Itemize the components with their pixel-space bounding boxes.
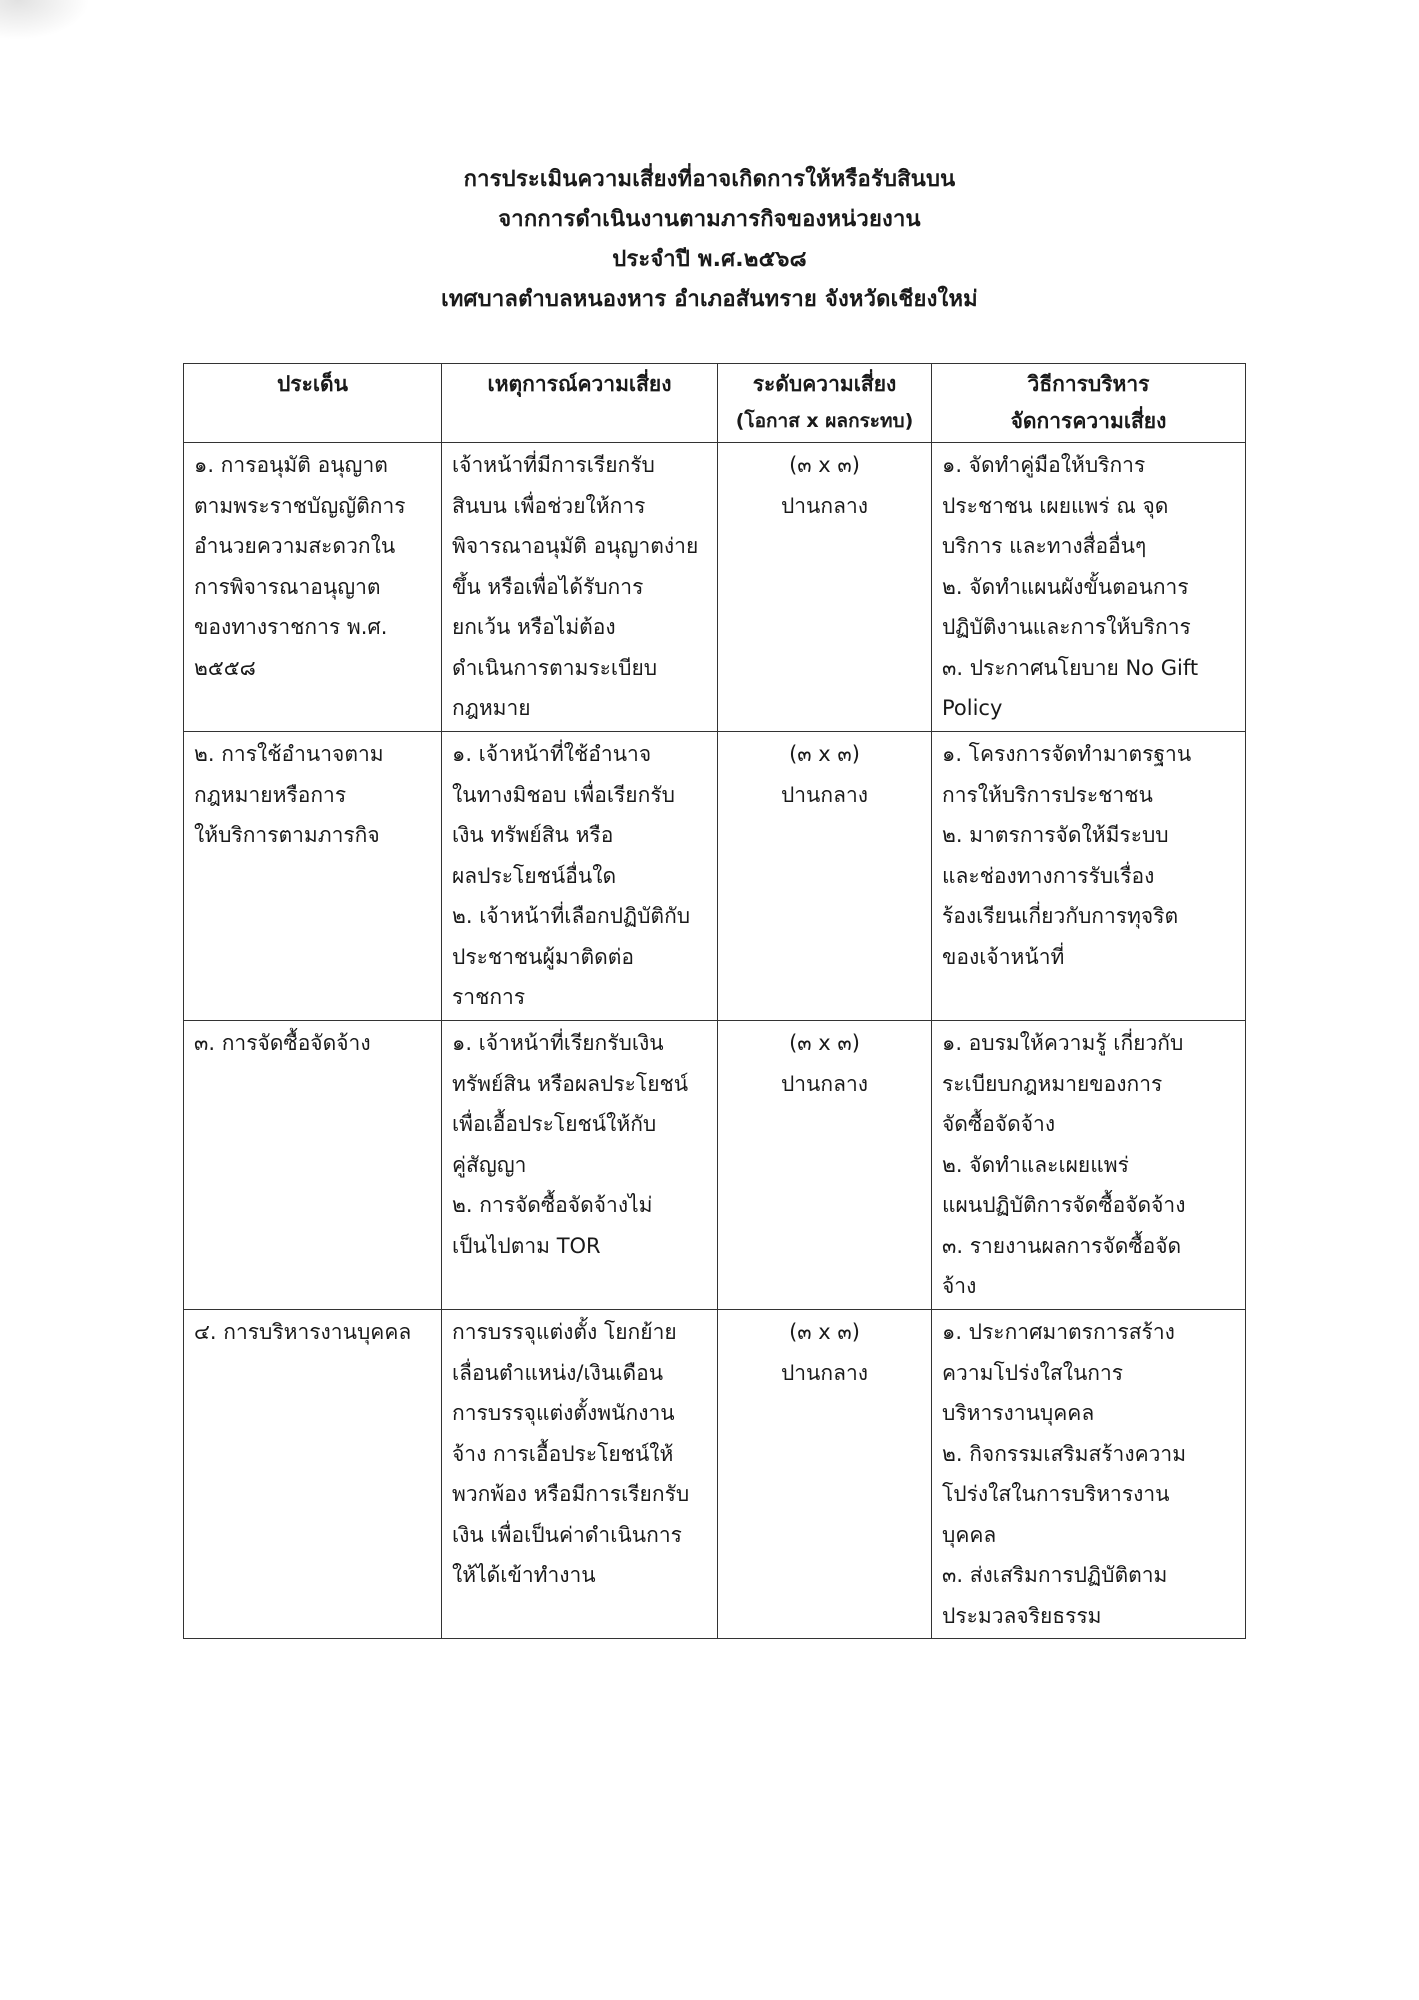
management-cell-line: การให้บริการประชาชน (942, 782, 1153, 807)
management-cell-line: ๓. ส่งเสริมการปฏิบัติตาม (942, 1563, 1168, 1587)
management-cell-line: จัดซื้อจัดจ้าง (942, 1112, 1056, 1136)
risk-event-cell-line: ทรัพย์สิน หรือผลประโยชน์ (452, 1071, 689, 1096)
management-cell-line: ๑. อบรมให้ความรู้ เกี่ยวกับ (942, 1031, 1184, 1055)
risk-assessment-table (183, 363, 1246, 1639)
header-management-line2: จัดการความเสี่ยง (1010, 409, 1167, 433)
issue-cell-line: ๒. การใช้อำนาจตาม (194, 742, 384, 766)
issue-cell-line: ๑. การอนุมัติ อนุญาต (194, 453, 388, 477)
issue-cell-line: กฎหมายหรือการ (194, 782, 347, 807)
header-level-title: ระดับความเสี่ยง (752, 372, 897, 396)
risk-event-cell (442, 443, 718, 732)
risk-level-label: ปานกลาง (780, 782, 869, 807)
header-event: เหตุการณ์ความเสี่ยง (442, 364, 718, 443)
issue-cell (184, 732, 442, 1021)
management-cell-line: ประชาชน เผยแพร่ ณ จุด (942, 493, 1169, 518)
risk-event-cell-line: ดำเนินการตามระเบียบ (452, 655, 658, 680)
risk-level-cell (718, 1021, 932, 1310)
title-line-4: เทศบาลตำบลหนองหาร อำเภอสันทราย จังหวัดเชียงใหม่ (441, 287, 978, 312)
table-header-row (184, 364, 1246, 443)
management-cell (932, 1310, 1246, 1639)
management-cell-line: ๒. กิจกรรมเสริมสร้างความ (942, 1441, 1187, 1466)
management-cell-line: ๑. โครงการจัดทำมาตรฐาน (942, 742, 1192, 766)
management-cell-line: และช่องทางการรับเรื่อง (942, 863, 1155, 888)
management-cell-line: ๓. ประกาศนโยบาย No Gift (942, 655, 1199, 680)
issue-cell-line: ของทางราชการ พ.ศ. (194, 615, 388, 639)
risk-event-cell-line: ประชาชนผู้มาติดต่อ (452, 944, 635, 969)
risk-event-cell-line: เจ้าหน้าที่มีการเรียกรับ (452, 453, 655, 477)
title-line-1: การประเมินความเสี่ยงที่อาจเกิดการให้หรือรับสินบน (463, 167, 956, 192)
scan-smudge (0, 0, 90, 40)
management-cell-line: ๑. จัดทำคู่มือให้บริการ (942, 453, 1146, 477)
risk-event-cell-line: เงิน เพื่อเป็นค่าดำเนินการ (452, 1522, 682, 1547)
risk-event-cell-line: ราชการ (452, 985, 526, 1009)
management-cell-line: ความโปร่งใสในการ (942, 1360, 1124, 1385)
management-cell-line: ของเจ้าหน้าที่ (942, 944, 1065, 969)
issue-cell-line: ตามพระราชบัญญัติการ (194, 493, 406, 518)
risk-score: (๓ x ๓) (789, 742, 860, 766)
risk-event-cell-line: ๑. เจ้าหน้าที่ใช้อำนาจ (452, 742, 652, 766)
management-cell-line: จ้าง (942, 1274, 977, 1298)
risk-event-cell-line: พิจารณาอนุมัติ อนุญาตง่าย (452, 534, 699, 558)
risk-score: (๓ x ๓) (789, 1031, 860, 1055)
risk-event-cell (442, 1021, 718, 1310)
risk-event-cell-line: ในทางมิชอบ เพื่อเรียกรับ (452, 782, 675, 807)
issue-cell (184, 1310, 442, 1639)
risk-event-cell-line: พวกพ้อง หรือมีการเรียกรับ (452, 1482, 690, 1506)
header-issue: ประเด็น (184, 364, 442, 443)
management-cell-line: ๒. จัดทำและเผยแพร่ (942, 1152, 1129, 1177)
management-cell-line: บริการ และทางสื่ออื่นๆ (942, 534, 1147, 558)
risk-event-cell-line: ๒. การจัดซื้อจัดจ้างไม่ (452, 1193, 653, 1217)
document-header (0, 160, 1419, 320)
management-cell-line: แผนปฏิบัติการจัดซื้อจัดจ้าง (942, 1193, 1186, 1217)
risk-level-cell (718, 443, 932, 732)
risk-event-cell-line: เพื่อเอื้อประโยชน์ให้กับ (452, 1112, 657, 1136)
table-row (184, 1310, 1246, 1639)
risk-event-cell (442, 1310, 718, 1639)
management-cell (932, 732, 1246, 1021)
management-cell-line: ปฏิบัติงานและการให้บริการ (942, 615, 1191, 639)
management-cell-line: บุคคล (942, 1522, 997, 1547)
management-cell-line: ๑. ประกาศมาตรการสร้าง (942, 1320, 1175, 1344)
risk-level-label: ปานกลาง (780, 493, 869, 518)
risk-event-cell-line: ๒. เจ้าหน้าที่เลือกปฏิบัติกับ (452, 904, 691, 928)
risk-event-cell (442, 732, 718, 1021)
risk-event-cell-line: เป็นไปตาม TOR (452, 1233, 601, 1258)
risk-event-cell-line: การบรรจุแต่งตั้ง โยกย้าย (452, 1320, 677, 1344)
management-cell (932, 1021, 1246, 1310)
management-cell-line: ประมวลจริยธรรม (942, 1603, 1102, 1628)
issue-cell-line: ๓. การจัดซื้อจัดจ้าง (194, 1031, 371, 1055)
table-row (184, 732, 1246, 1021)
issue-cell (184, 443, 442, 732)
issue-cell-line: การพิจารณาอนุญาต (194, 574, 381, 599)
management-cell-line: Policy (942, 696, 1003, 720)
risk-event-cell-line: การบรรจุแต่งตั้งพนักงาน (452, 1401, 675, 1425)
risk-event-cell-line: ให้ได้เข้าทำงาน (452, 1563, 596, 1587)
risk-event-cell-line: สินบน เพื่อช่วยให้การ (452, 493, 646, 518)
management-cell-line: ๒. จัดทำแผนผังขั้นตอนการ (942, 574, 1189, 599)
header-management-line1: วิธีการบริหาร (1027, 372, 1150, 396)
management-cell-line: ๒. มาตรการจัดให้มีระบบ (942, 823, 1169, 847)
table-row (184, 1021, 1246, 1310)
management-cell (932, 443, 1246, 732)
risk-event-cell-line: จ้าง การเอื้อประโยชน์ให้ (452, 1441, 674, 1466)
table-row (184, 443, 1246, 732)
risk-event-cell-line: ๑. เจ้าหน้าที่เรียกรับเงิน (452, 1031, 664, 1055)
header-management (932, 364, 1246, 443)
management-cell-line: บริหารงานบุคคล (942, 1401, 1095, 1425)
issue-cell-line: ๔. การบริหารงานบุคคล (194, 1320, 412, 1344)
risk-level-cell (718, 732, 932, 1021)
risk-event-cell-line: ผลประโยชน์อื่นใด (452, 863, 617, 888)
risk-event-cell-line: เงิน ทรัพย์สิน หรือ (452, 823, 614, 847)
risk-score: (๓ x ๓) (789, 1320, 860, 1344)
risk-score: (๓ x ๓) (789, 453, 860, 477)
risk-level-cell (718, 1310, 932, 1639)
issue-cell-line: ๒๕๕๘ (194, 655, 256, 680)
risk-event-cell-line: ยกเว้น หรือไม่ต้อง (452, 615, 616, 639)
title-line-3: ประจำปี พ.ศ.๒๕๖๘ (612, 247, 807, 272)
management-cell-line: โปร่งใสในการบริหารงาน (942, 1482, 1170, 1506)
risk-event-cell-line: กฎหมาย (452, 696, 531, 720)
title-line-2: จากการดำเนินงานตามภารกิจของหน่วยงาน (498, 207, 921, 232)
risk-event-cell-line: คู่สัญญา (452, 1152, 527, 1177)
issue-cell-line: ให้บริการตามภารกิจ (194, 823, 380, 847)
management-cell-line: ๓. รายงานผลการจัดซื้อจัด (942, 1233, 1182, 1258)
risk-event-cell-line: ขึ้น หรือเพื่อได้รับการ (452, 574, 644, 599)
risk-level-label: ปานกลาง (780, 1071, 869, 1096)
issue-cell-line: อำนวยความสะดวกใน (194, 534, 396, 558)
header-level (718, 364, 932, 443)
risk-level-label: ปานกลาง (780, 1360, 869, 1385)
risk-event-cell-line: เลื่อนตำแหน่ง/เงินเดือน (452, 1360, 664, 1385)
management-cell-line: ระเบียบกฎหมายของการ (942, 1071, 1163, 1096)
issue-cell (184, 1021, 442, 1310)
header-level-sub: (โอกาส x ผลกระทบ) (735, 410, 914, 432)
management-cell-line: ร้องเรียนเกี่ยวกับการทุจริต (942, 904, 1179, 928)
